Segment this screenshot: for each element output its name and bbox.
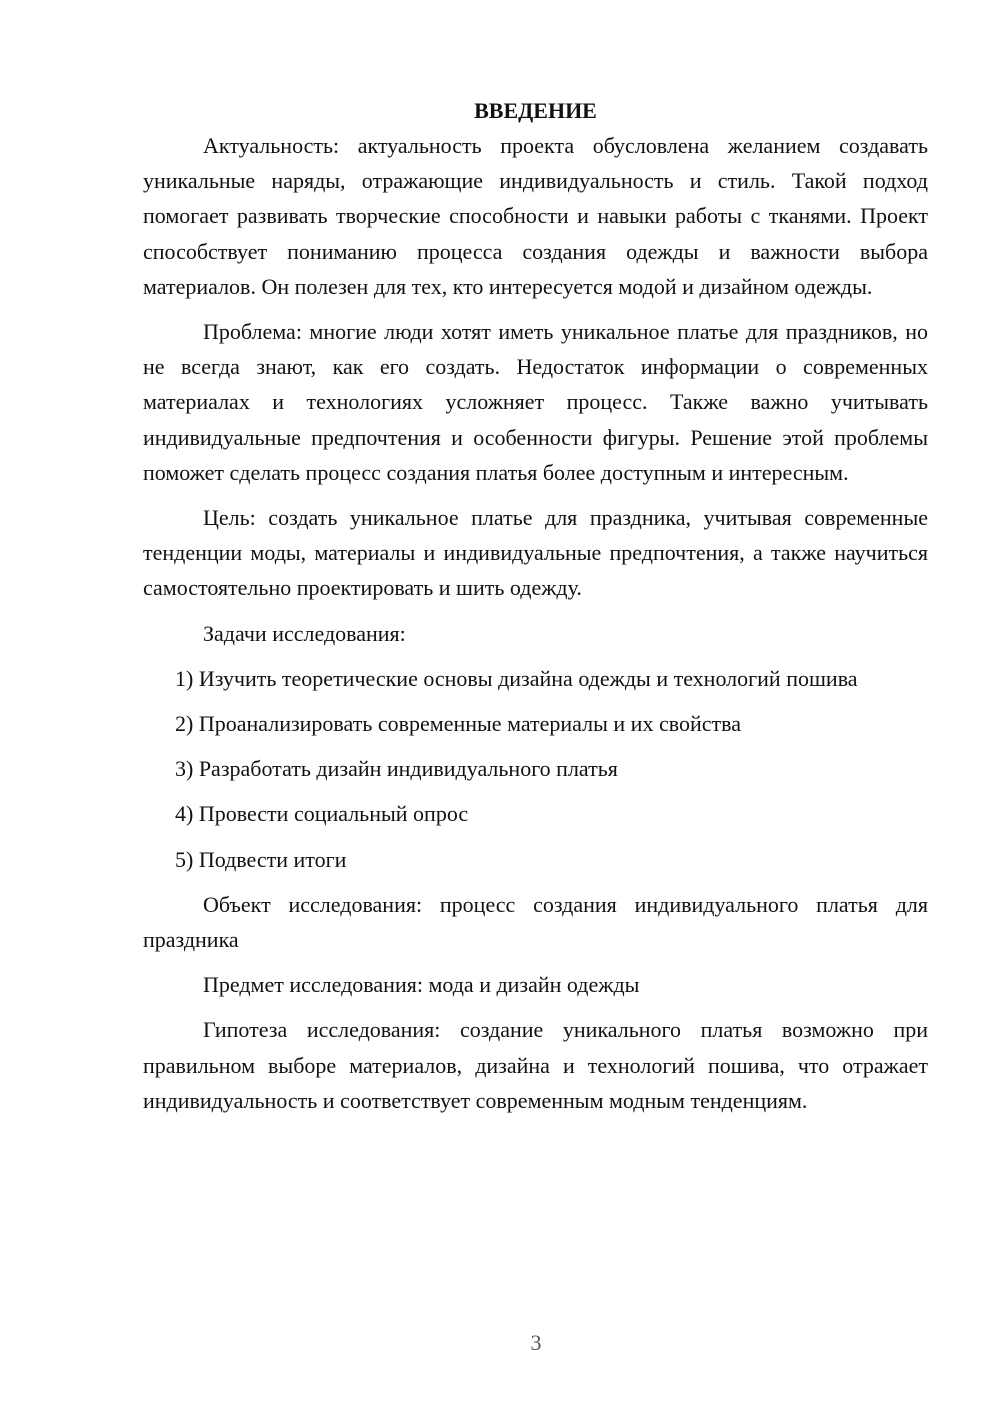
tasks-list xyxy=(143,661,928,877)
task-item: 3) Разработать дизайн индивидуального платья xyxy=(175,756,618,782)
page-content xyxy=(143,93,928,1118)
problem-paragraph: Проблема: многие люди хотят иметь уникальное платье для праздников, но не всегда знают, как его создать. Недостаток информации о современных материалах и технологиях усложняет процесс. Также важно учитывать индивидуальные предпочтения и особенности фигуры. Решение этой проблемы поможет сделать процесс создания платья более доступным и интересным. xyxy=(143,319,928,485)
task-item: 1) Изучить теоретические основы дизайна одежды и технологий пошива xyxy=(175,665,858,691)
task-item: 4) Провести социальный опрос xyxy=(175,801,469,827)
relevance-paragraph: Актуальность: актуальность проекта обусловлена желанием создавать уникальные наряды, отражающие индивидуальность и стиль. Такой подход помогает развивать творческие способности и навыки работы с тканями. Проект способствует пониманию процесса создания одежды и важности выбора материалов. Он полезен для тех, кто интересуется модой и дизайном одежды. xyxy=(143,133,928,299)
goal-paragraph: Цель: создать уникальное платье для праздника, учитывая современные тенденции моды, материалы и индивидуальные предпочтения, а также научиться самостоятельно проектировать и шить одежду. xyxy=(143,505,928,601)
object-paragraph: Объект исследования: процесс создания индивидуального платья для праздника xyxy=(143,891,928,953)
section-title: ВВЕДЕНИЕ xyxy=(474,98,597,123)
subject-paragraph: Предмет исследования: мода и дизайн одежды xyxy=(203,972,640,998)
tasks-label: Задачи исследования: xyxy=(203,620,406,646)
task-item: 5) Подвести итоги xyxy=(175,846,347,872)
page-number: 3 xyxy=(530,1330,542,1355)
task-item: 2) Проанализировать современные материалы и их свойства xyxy=(175,711,741,737)
hypothesis-paragraph: Гипотеза исследования: создание уникального платья возможно при правильном выборе материалов, дизайна и технологий пошива, что отражает индивидуальность и соответствует современным модным тенденциям. xyxy=(143,1017,928,1113)
